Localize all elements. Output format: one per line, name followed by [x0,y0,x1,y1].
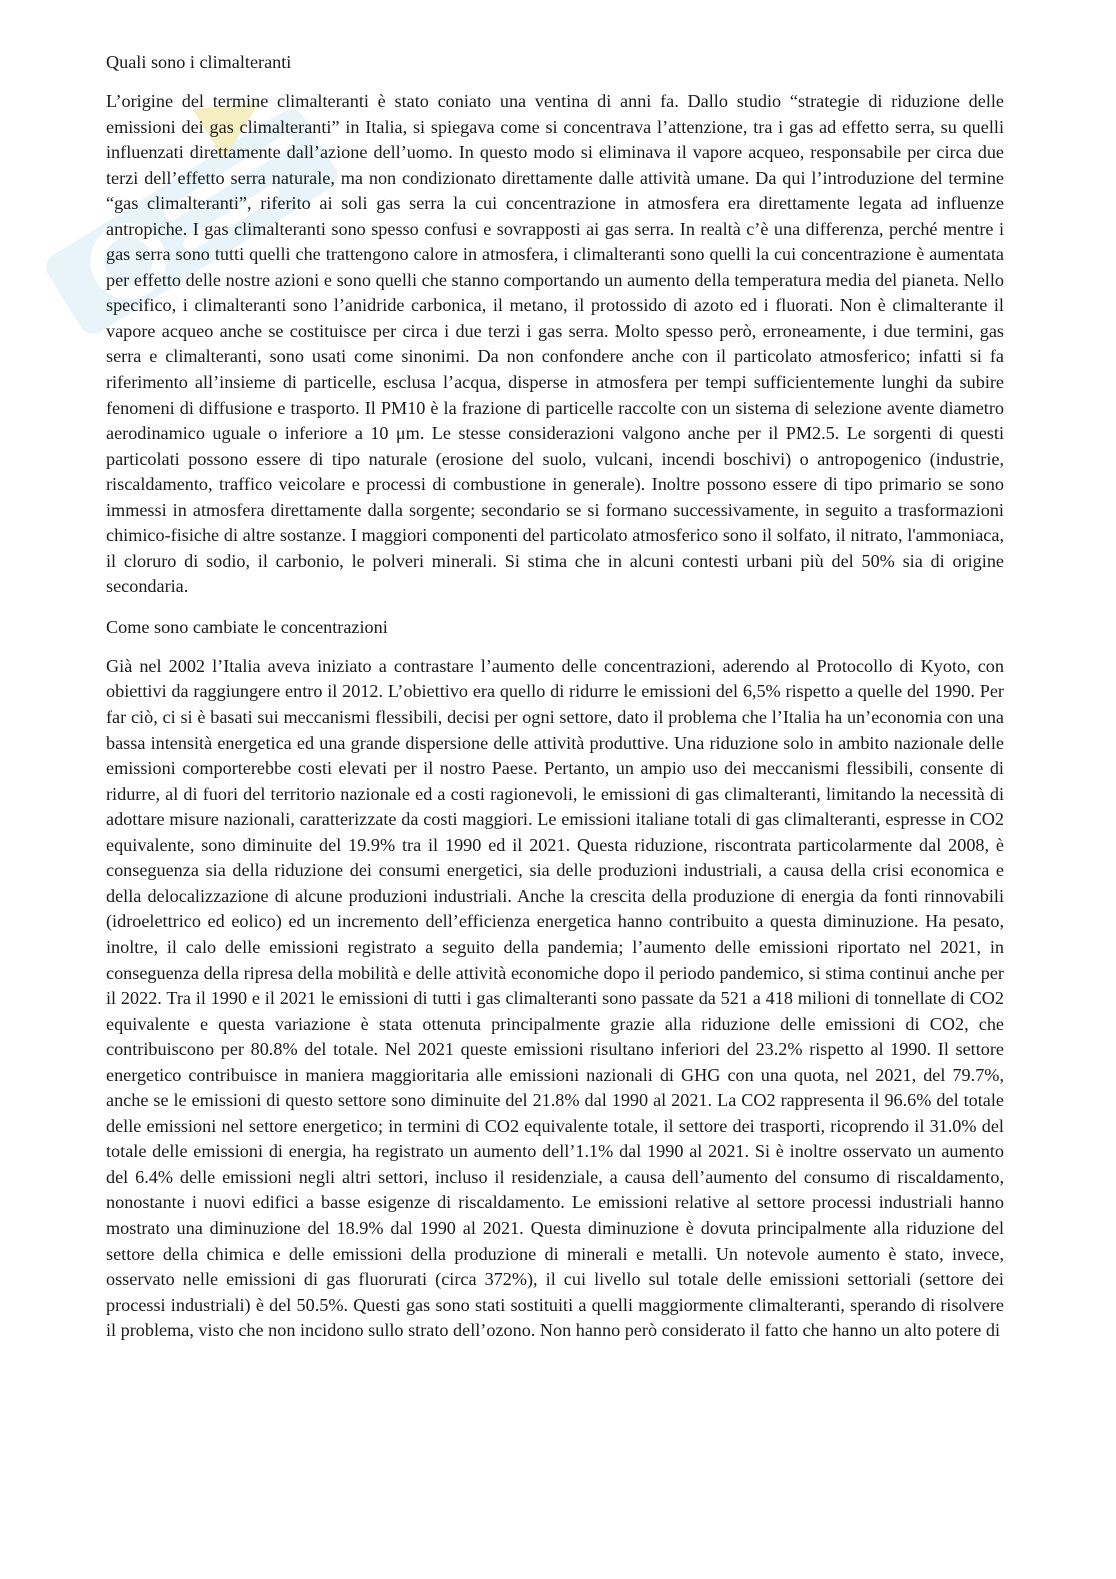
section-paragraph: L’origine del termine climalteranti è stato coniato una ventina di anni fa. Dallo studio “strategie di riduzione delle emissioni dei gas climalteranti” in Italia, si spiegava come si concentrava l’attenzione, tra i gas ad effetto serra, su quelli influenzati direttamente dall’azione dell’uomo. In questo modo si eliminava il vapore acqueo, responsabile per circa due terzi dell’effetto serra naturale, ma non condizionato direttamente dalle attività umane. Da qui l’introduzione del termine “gas climalteranti”, riferito ai soli gas serra la cui concentrazione in atmosfera era direttamente legata ad influenze antropiche. I gas climalteranti sono spesso confusi e sovrapposti ai gas serra. In realtà c’è una differenza, perché mentre i gas serra sono tutti quelli che trattengono calore in atmosfera, i climalteranti sono quelli la cui concentrazione è aumentata per effetto delle nostre azioni e sono quelli che stanno comportando un aumento della temperatura media del pianeta. Nello specifico, i climalteranti sono l’anidride carbonica, il metano, il protossido di azoto ed i fluorati. Non è climalterante il vapore acqueo anche se costituisce per circa i due terzi i gas serra. Molto spesso però, erroneamente, i due termini, gas serra e climalteranti, sono usati come sinonimi. Da non confondere anche con il particolato atmosferico; infatti si fa riferimento all’insieme di particelle, esclusa l’acqua, disperse in atmosfera per tempi sufficientemente lunghi da subire fenomeni di diffusione e trasporto. Il PM10 è la frazione di particelle raccolte con un sistema di selezione avente diametro aerodinamico uguale o inferiore a 10 μm. Le stesse considerazioni valgono anche per il PM2.5. Le sorgenti di questi particolati possono essere di tipo naturale (erosione del suolo, vulcani, incendi boschivi) o antropogenico (industrie, riscaldamento, traffico veicolare e processi di combustione in generale). Inoltre possono essere di tipo primario se sono immessi in atmosfera direttamente dalla sorgente; secondario se si formano successivamente, in seguito a trasformazioni chimico-fisiche di altre sostanze. I maggiori componenti del particolato atmosferico sono il solfato, il nitrato, l'ammoniaca, il cloruro di sodio, il carbonio, le polveri minerali. Si stima che in alcuni contesti urbani più del 50% sia di origine secondaria. [106,91,1004,597]
section-heading: Come sono cambiate le concentrazioni [106,616,388,637]
document-page [106,50,1004,1344]
section-paragraph: Già nel 2002 l’Italia aveva iniziato a contrastare l’aumento delle concentrazioni, aderendo al Protocollo di Kyoto, con obiettivi da raggiungere entro il 2012. L’obiettivo era quello di ridurre le emissioni del 6,5% rispetto a quelle del 1990. Per far ciò, ci si è basati sui meccanismi flessibili, decisi per ogni settore, dato il problema che l’Italia ha un’economia con una bassa intensità energetica ed una grande dispersione delle attività produttive. Una riduzione solo in ambito nazionale delle emissioni comporterebbe costi elevati per il nostro Paese. Pertanto, un ampio uso dei meccanismi flessibili, consente di ridurre, al di fuori del territorio nazionale ed a costi ragionevoli, le emissioni di gas climalteranti, limitando la necessità di adottare misure nazionali, caratterizzate da costi maggiori. Le emissioni italiane totali di gas climalteranti, espresse in CO2 equivalente, sono diminuite del 19.9% tra il 1990 ed il 2021. Questa riduzione, riscontrata particolarmente dal 2008, è conseguenza sia della riduzione dei consumi energetici, sia delle produzioni industriali, a causa della crisi economica e della delocalizzazione di alcune produzioni industriali. Anche la crescita della produzione di energia da fonti rinnovabili (idroelettrico ed eolico) ed un incremento dell’efficienza energetica hanno contribuito a questa diminuzione. Ha pesato, inoltre, il calo delle emissioni registrato a seguito della pandemia; l’aumento delle emissioni riportato nel 2021, in conseguenza della ripresa della mobilità e delle attività economiche dopo il periodo pandemico, si stima continui anche per il 2022. Tra il 1990 e il 2021 le emissioni di tutti i gas climalteranti sono passate da 521 a 418 milioni di tonnellate di CO2 equivalente e questa variazione è stata ottenuta principalmente grazie alla riduzione delle emissioni di CO2, che contribuiscono per 80.8% del totale. Nel 2021 queste emissioni risultano inferiori del 23.2% rispetto al 1990. Il settore energetico contribuisce in maniera maggioritaria alle emissioni nazionali di GHG con una quota, nel 2021, del 79.7%, anche se le emissioni di questo settore sono diminuite del 21.8% dal 1990 al 2021. La CO2 rappresenta il 96.6% del totale delle emissioni nel settore energetico; in termini di CO2 equivalente totale, il settore dei trasporti, ricoprendo il 31.0% del totale delle emissioni di energia, ha registrato un aumento dell’1.1% dal 1990 al 2021. Si è inoltre osservato un aumento del 6.4% delle emissioni negli altri settori, incluso il residenziale, a causa dell’aumento del consumo di riscaldamento, nonostante i nuovi edifici a basse esigenze di riscaldamento. Le emissioni relative al settore processi industriali hanno mostrato una diminuzione del 18.9% dal 1990 al 2021. Questa diminuzione è dovuta principalmente alla riduzione del settore della chimica e delle emissioni della produzione di minerali e metalli. Un notevole aumento è stato, invece, osservato nelle emissioni di gas fluorurati (circa 372%), il cui livello sul totale delle emissioni settoriali (settore dei processi industriali) è del 50.5%. Questi gas sono stati sostituiti a quelli maggiormente climalteranti, sperando di risolvere il problema, visto che non incidono sullo strato dell’ozono. Non hanno però considerato il fatto che hanno un alto potere di [106,655,1004,1341]
section-heading: Quali sono i climalteranti [106,52,292,72]
section-climalteranti [106,50,1004,600]
section-concentrazioni [106,615,1004,1344]
